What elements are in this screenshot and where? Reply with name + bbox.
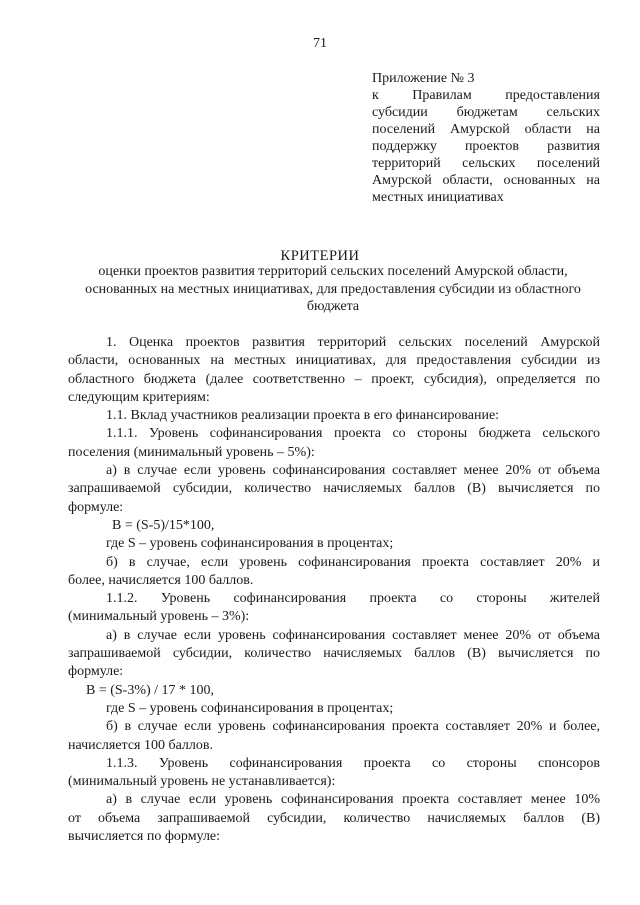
body-line: 1.1.2. Уровень софинансирования проекта со стороны жителей <box>106 591 600 607</box>
appendix-line: местных инициативах <box>372 190 504 205</box>
body-line: области, основанных на местных инициативах, для предоставления субсидии из <box>68 353 600 369</box>
body-line: 1.1.3. Уровень софинансирования проекта со стороны спонсоров <box>106 755 600 771</box>
body-line: где S – уровень софинансирования в процентах; <box>106 536 394 552</box>
document-heading: КРИТЕРИИ <box>280 248 360 264</box>
appendix-line: поселений Амурской области на <box>372 122 600 137</box>
body-line: 1.1. Вклад участников реализации проекта в его финансирование: <box>106 408 500 424</box>
subtitle-line: бюджета <box>306 299 360 314</box>
body-line: от объема запрашиваемой субсидии, количество начисляемых баллов (В) <box>68 810 600 826</box>
body-line: 1. Оценка проектов развития территорий сельских поселений Амурской <box>106 335 600 350</box>
body-line: запрашиваемой субсидии, количество начисляемых баллов (В) вычисляется по <box>68 646 600 662</box>
document-subtitle <box>68 263 598 316</box>
appendix-line: территорий сельских поселений <box>372 156 600 171</box>
body-line: а) в случае если уровень софинансирования проекта составляет менее 10% <box>106 792 600 808</box>
body-line: начисляется 100 баллов. <box>68 737 214 753</box>
body-line: областного бюджета (далее соответственно – проект, субсидия), определяется по <box>68 371 600 387</box>
body-line: следующим критериям: <box>68 389 210 405</box>
body-line: формуле: <box>68 664 124 680</box>
page-number: 71 <box>313 36 327 51</box>
body-line: а) в случае если уровень софинансирования составляет менее 20% от объема <box>106 463 600 479</box>
body-line: запрашиваемой субсидии, количество начисляемых баллов (В) вычисляется по <box>68 481 600 497</box>
body-line: (минимальный уровень – 3%): <box>68 609 250 625</box>
body-line: где S – уровень софинансирования в процентах; <box>106 700 394 716</box>
body-line: а) в случае если уровень софинансирования составляет менее 20% от объема <box>106 627 600 643</box>
body-line: В = (S-3%) / 17 * 100, <box>86 682 215 698</box>
body-line: б) в случае если уровень софинансирования проекта составляет 20% и более, <box>106 719 600 735</box>
body-line: (минимальный уровень не устанавливается): <box>68 774 336 790</box>
body-line: формуле: <box>68 499 124 515</box>
body-line: 1.1.1. Уровень софинансирования проекта со стороны бюджета сельского <box>106 426 600 442</box>
appendix-line: субсидии бюджетам сельских <box>372 105 600 120</box>
subtitle-line: основанных на местных инициативах, для предоставления субсидии из областного <box>85 281 581 297</box>
subtitle-line: оценки проектов развития территорий сельских поселений Амурской области, <box>98 264 568 279</box>
body-line: В = (S-5)/15*100, <box>112 517 215 533</box>
document-body <box>68 334 600 846</box>
body-line: вычисляется по формуле: <box>68 829 221 845</box>
body-line: поселения (минимальный уровень – 5%): <box>68 444 315 460</box>
appendix-title: Приложение № 3 <box>372 71 475 86</box>
appendix-block <box>372 70 600 206</box>
body-line: б) в случае, если уровень софинансирования проекта составляет 20% и <box>106 554 600 570</box>
appendix-line: к Правилам предоставления <box>372 88 600 103</box>
appendix-line: поддержку проектов развития <box>372 139 600 154</box>
appendix-line: Амурской области, основанных на <box>372 173 600 188</box>
body-line: более, начисляется 100 баллов. <box>68 572 254 588</box>
